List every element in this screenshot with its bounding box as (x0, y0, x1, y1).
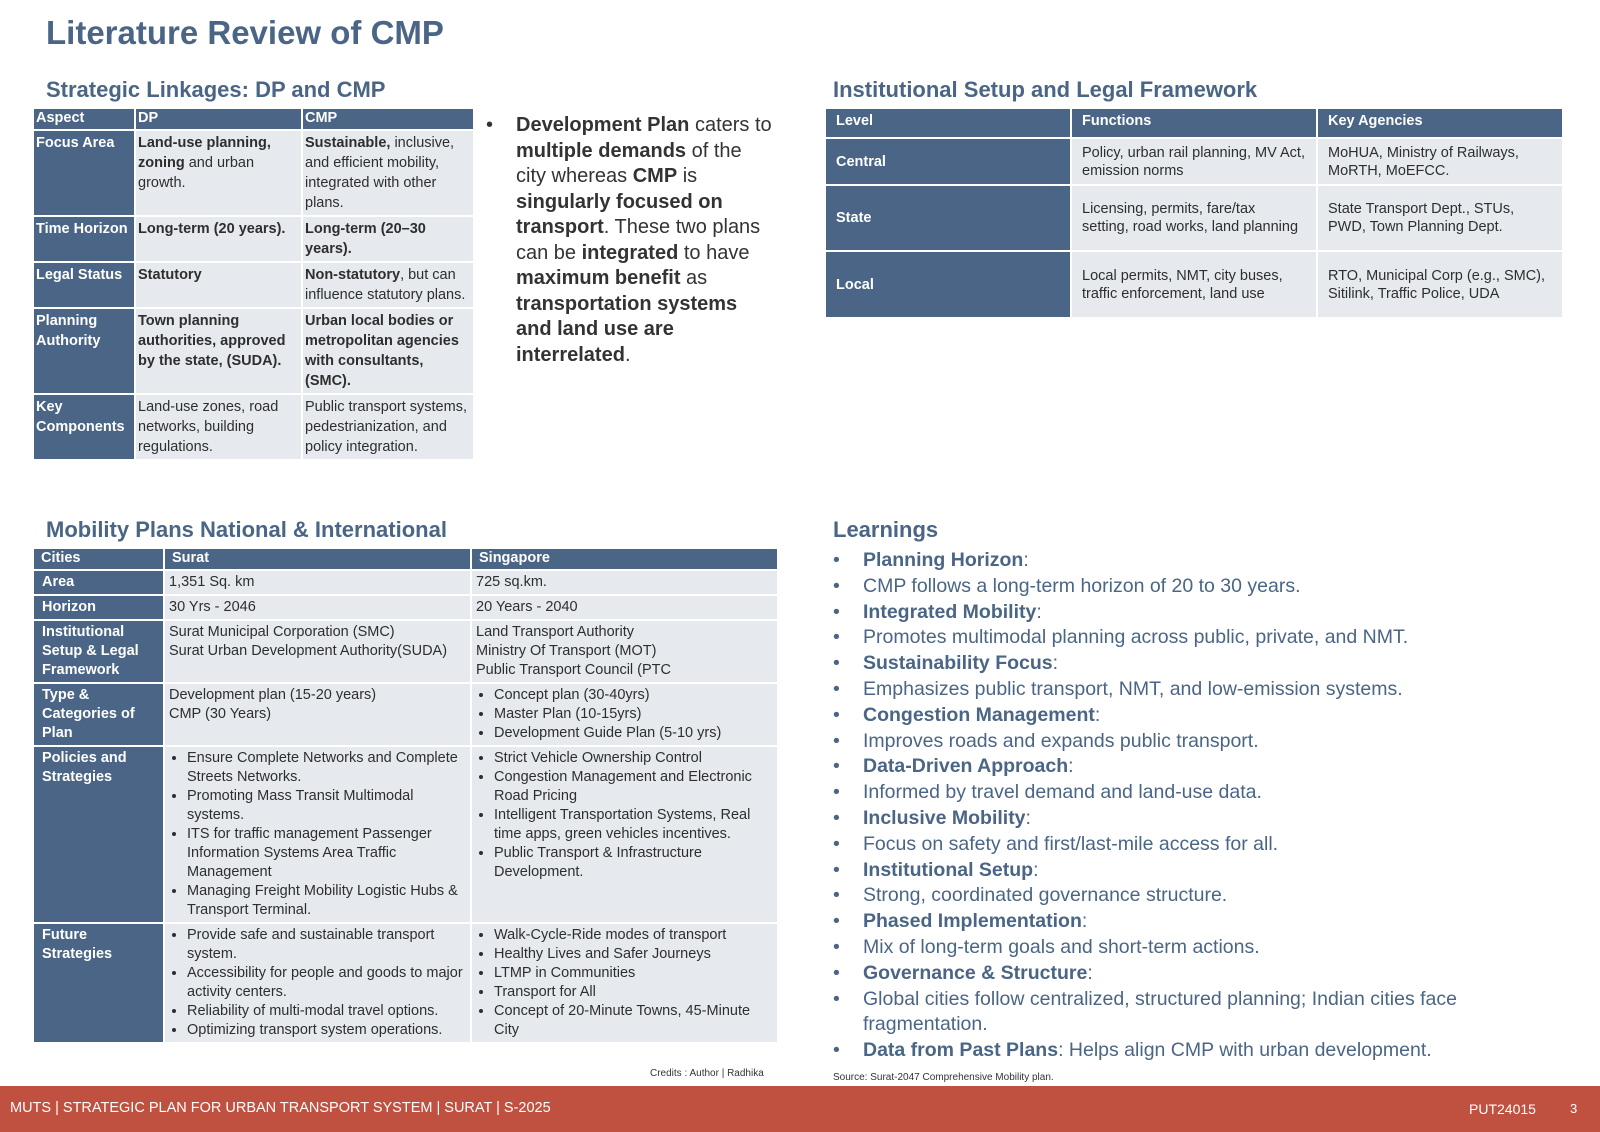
list-item: • Public Transport & Infrastructure Development. (494, 844, 773, 882)
learning-label: Planning Horizon (863, 549, 1024, 571)
table-row (34, 308, 474, 394)
linkages-header-cmp: CMP (302, 109, 474, 130)
bullet: • (833, 1039, 840, 1062)
singapore-cell (471, 595, 778, 620)
table-row (34, 746, 778, 923)
cmp-cell: Non-statutory, but can influence statutory plans. (302, 262, 474, 308)
table-row (34, 683, 778, 746)
cell-line: 30 Yrs - 2046 (169, 599, 256, 615)
linkages-header-dp: DP (135, 109, 302, 130)
learning-text: : (1052, 652, 1059, 675)
bullet: • (833, 884, 840, 907)
functions-cell: Licensing, permits, fare/tax setting, road works, land planning (1071, 185, 1317, 251)
level-cell: State (826, 185, 1071, 251)
list-item: • Healthy Lives and Safer Journeys (494, 945, 773, 964)
functions-cell: Local permits, NMT, city buses, traffic enforcement, land use (1071, 251, 1317, 317)
list-item (833, 651, 1553, 677)
city-aspect-cell: Institutional Setup & Legal Framework (34, 620, 164, 683)
statement-part: singularly focused on transport (516, 190, 723, 238)
learning-label: Governance & Structure (863, 961, 1088, 984)
learning-text: : (1081, 910, 1088, 933)
level-cell: Local (826, 251, 1071, 317)
list-item (833, 548, 1553, 574)
dp-statement-text (516, 113, 776, 368)
list-item (833, 625, 1553, 651)
list-item (833, 1038, 1553, 1064)
list-item: • Intelligent Transportation Systems, Real time apps, green vehicles incentives. (494, 806, 773, 844)
learning-text: : (1036, 600, 1042, 623)
cell-line: Surat Municipal Corporation (SMC) (169, 624, 395, 640)
learning-text: : (1068, 755, 1074, 778)
mobility-header-surat: Surat (164, 549, 471, 570)
city-aspect-cell: Type & Categories of Plan (34, 683, 164, 746)
table-row (34, 620, 778, 683)
list-item: • LTMP in Communities (494, 964, 773, 983)
surat-cell (164, 570, 471, 595)
learning-text: : (1087, 961, 1093, 984)
singapore-cell (471, 620, 778, 683)
footer-code: PUT24015 (1469, 1101, 1536, 1117)
list-item: • Congestion Management and Electronic Road Pricing (494, 768, 773, 806)
bold-text: Long-term (20 years). (138, 221, 286, 237)
surat-cell (164, 620, 471, 683)
bullet: • (833, 935, 840, 958)
page-number: 3 (1570, 1101, 1578, 1116)
inst-header-functions: Functions (1071, 109, 1317, 138)
learning-label: Data from Past Plans (863, 1039, 1059, 1062)
list-item (833, 780, 1553, 806)
list-item: • ITS for traffic management Passenger Information Systems Area Traffic Management (187, 825, 466, 882)
bullet: • (833, 987, 840, 1010)
cell-line: Land Transport Authority (476, 624, 634, 640)
statement-part: to have (678, 241, 750, 264)
list-item (833, 935, 1553, 961)
cell-line: 1,351 Sq. km (169, 574, 255, 590)
list-item (833, 806, 1553, 832)
mobility-table (34, 549, 779, 1042)
bullet: • (833, 549, 840, 571)
learnings-heading: Learnings (833, 517, 939, 542)
statement-part: integrated (581, 241, 679, 264)
bold-text: Town planning authorities, approved by the state, (SUDA). (138, 313, 286, 369)
inst-header-agencies: Key Agencies (1317, 109, 1563, 138)
table-row (826, 138, 1563, 185)
bullet: • (833, 677, 840, 700)
table-row (826, 185, 1563, 251)
list-item: • Reliability of multi-modal travel options. (187, 1002, 466, 1021)
learning-text: Strong, coordinated governance structure. (863, 884, 1228, 907)
credits: Credits : Author | Radhika (650, 1068, 764, 1079)
bold-text: Non-statutory (305, 267, 401, 283)
learning-text: : Helps align CMP with urban development. (1058, 1039, 1432, 1062)
bullet: • (833, 626, 840, 649)
statement-part: . (624, 343, 631, 366)
statement-part: multiple demands (516, 139, 687, 162)
statement-part: . These two plans can be (516, 216, 761, 264)
list-item: • Provide safe and sustainable transport system. (187, 926, 466, 964)
list-item: • Concept of 20-Minute Towns, 45-Minute City (494, 1002, 773, 1040)
cmp-cell (302, 308, 474, 394)
list-item: • Managing Freight Mobility Logistic Hubs & Transport Terminal. (187, 882, 466, 920)
surat-cell (164, 746, 471, 923)
table-row (34, 595, 778, 620)
bold-text: Land-use planning, zoning (138, 135, 271, 171)
learning-text: : (1033, 858, 1039, 881)
list-item: • Transport for All (494, 983, 773, 1002)
surat-cell (164, 595, 471, 620)
learning-text: Improves roads and expands public transport. (863, 729, 1259, 752)
surat-cell (164, 683, 471, 746)
table-row (34, 394, 474, 459)
list-item (833, 574, 1553, 600)
list-item (833, 703, 1553, 729)
bullet: • (833, 858, 840, 881)
learning-text: : (1094, 703, 1101, 726)
bullet: • (833, 729, 840, 752)
learnings-list (833, 548, 1553, 1064)
learning-text: Promotes multimodal planning across public, private, and NMT. (863, 626, 1409, 649)
bullet: • (486, 114, 494, 136)
list-item: • Strict Vehicle Ownership Control (494, 749, 773, 768)
mobility-header-singapore: Singapore (471, 549, 778, 570)
table-row (34, 262, 474, 308)
statement-part: transportation systems and land use are interrelated (516, 292, 738, 366)
city-aspect-cell: Area (34, 570, 164, 595)
aspect-cell: Planning Authority (34, 308, 135, 394)
bullet: • (833, 703, 840, 726)
learning-text: Focus on safety and first/last-mile access for all. (863, 832, 1279, 855)
footer-title: MUTS | STRATEGIC PLAN FOR URBAN TRANSPORT SYSTEM | SURAT | S-2025 (10, 1100, 551, 1116)
bullet: • (833, 832, 840, 855)
city-aspect-cell: Future Strategies (34, 923, 164, 1042)
list-item (833, 600, 1553, 626)
list-item: • Development Guide Plan (5-10 yrs) (494, 724, 773, 743)
statement-part: CMP (632, 165, 678, 187)
learning-label: Congestion Management (863, 703, 1095, 726)
city-aspect-cell: Policies and Strategies (34, 746, 164, 923)
learning-label: Inclusive Mobility (863, 806, 1026, 829)
list-item: • Master Plan (10-15yrs) (494, 705, 773, 724)
bold-text: Urban local bodies or metropolitan agencies with consultants, (SMC). (305, 313, 459, 389)
bullet: • (833, 574, 840, 597)
city-aspect-cell: Horizon (34, 595, 164, 620)
list-item: • Accessibility for people and goods to major activity centers. (187, 964, 466, 1002)
cell-line: Ministry Of Transport (MOT) (476, 643, 657, 659)
cmp-cell: Public transport systems, pedestrianization, and policy integration. (302, 394, 474, 459)
inst-header-level: Level (826, 109, 1071, 138)
list-item (833, 909, 1553, 935)
dp-cell: Land-use planning, zoning and urban growth. (135, 130, 302, 216)
learning-label: Sustainability Focus (863, 652, 1053, 675)
list-item (833, 883, 1553, 909)
dp-cell: Land-use zones, road networks, building regulations. (135, 394, 302, 459)
footer-bar (0, 1086, 1600, 1132)
agencies-cell: RTO, Municipal Corp (e.g., SMC), Sitilink, Traffic Police, UDA (1317, 251, 1563, 317)
learning-text: : (1025, 806, 1031, 829)
learning-text: Mix of long-term goals and short-term actions. (863, 935, 1260, 958)
table-row (826, 251, 1563, 317)
bold-text: Long-term (20–30 years). (305, 221, 426, 257)
bullet: • (833, 652, 840, 675)
table-row (34, 130, 474, 216)
bullet: • (833, 961, 840, 984)
bullet: • (833, 910, 840, 933)
aspect-cell: Focus Area (34, 130, 135, 216)
list-item: • Optimizing transport system operations. (187, 1021, 466, 1040)
dp-cell (135, 262, 302, 308)
learning-label: Institutional Setup (863, 858, 1034, 881)
bullet: • (833, 600, 840, 623)
singapore-cell (471, 570, 778, 595)
statement-part: caters to (689, 114, 772, 136)
cmp-cell (302, 216, 474, 262)
page-title: Literature Review of CMP (46, 14, 444, 51)
learning-text: Emphasizes public transport, NMT, and low-emission systems. (863, 677, 1403, 700)
table-row (34, 570, 778, 595)
institutional-heading: Institutional Setup and Legal Framework (833, 77, 1258, 102)
singapore-cell (471, 746, 778, 923)
singapore-cell (471, 683, 778, 746)
learning-text: : (1023, 549, 1029, 571)
bullet: • (833, 781, 840, 804)
cell-line: Development plan (15-20 years) (169, 687, 377, 703)
linkages-header-aspect: Aspect (34, 109, 135, 130)
learning-label: Data-Driven Approach (863, 755, 1069, 778)
aspect-cell: Time Horizon (34, 216, 135, 262)
bullet: • (833, 806, 840, 829)
statement-part: of the city whereas (516, 139, 742, 187)
aspect-cell: Key Components (34, 394, 135, 459)
statement-part: is (677, 165, 698, 187)
list-item (833, 729, 1553, 755)
aspect-cell: Legal Status (34, 262, 135, 308)
agencies-cell: MoHUA, Ministry of Railways, MoRTH, MoEFCC. (1317, 138, 1563, 185)
learning-label: Integrated Mobility (863, 600, 1037, 623)
table-row (34, 923, 778, 1042)
list-item: • Walk-Cycle-Ride modes of transport (494, 926, 773, 945)
statement-part: maximum benefit (516, 267, 681, 289)
list-item (833, 832, 1553, 858)
list-item: • Concept plan (30-40yrs) (494, 686, 773, 705)
linkages-heading: Strategic Linkages: DP and CMP (46, 77, 386, 102)
bold-text: Sustainable, (305, 135, 391, 151)
level-cell: Central (826, 138, 1071, 185)
learning-text: CMP follows a long-term horizon of 20 to 30 years. (863, 574, 1301, 597)
learning-label: Phased Implementation (863, 910, 1082, 933)
dp-cell (135, 216, 302, 262)
statement-part: as (680, 267, 708, 289)
bullet: • (833, 755, 840, 778)
cmp-cell: Sustainable, inclusive, and efficient mobility, integrated with other plans. (302, 130, 474, 216)
bold-text: Statutory (138, 267, 202, 283)
cell-line: Public Transport Council (PTC (476, 662, 672, 678)
list-item (833, 858, 1553, 884)
functions-cell: Policy, urban rail planning, MV Act, emission norms (1071, 138, 1317, 185)
mobility-header-cities: Cities (34, 549, 164, 570)
source-note: Source: Surat-2047 Comprehensive Mobility plan. (833, 1072, 1054, 1083)
mobility-heading: Mobility Plans National & International (46, 517, 447, 542)
list-item (833, 961, 1553, 987)
learning-text: Global cities follow centralized, structured planning; Indian cities face fragmentation. (863, 987, 1457, 1036)
institutional-table (826, 109, 1564, 317)
statement-part: Development Plan (516, 114, 690, 136)
surat-cell (164, 923, 471, 1042)
list-item (833, 677, 1553, 703)
singapore-cell (471, 923, 778, 1042)
linkages-table (34, 109, 475, 459)
cell-line: 725 sq.km. (476, 574, 547, 590)
cell-line: 20 Years - 2040 (476, 599, 578, 615)
dp-cmp-statement (486, 113, 776, 368)
cell-line: Surat Urban Development Authority(SUDA) (169, 643, 448, 659)
dp-cell (135, 308, 302, 394)
list-item (833, 987, 1553, 1039)
list-item: • Promoting Mass Transit Multimodal systems. (187, 787, 466, 825)
list-item (833, 754, 1553, 780)
cell-line: CMP (30 Years) (169, 706, 272, 722)
learning-text: Informed by travel demand and land-use data. (863, 781, 1262, 804)
list-item: • Ensure Complete Networks and Complete Streets Networks. (187, 749, 466, 787)
agencies-cell: State Transport Dept., STUs, PWD, Town Planning Dept. (1317, 185, 1563, 251)
table-row (34, 216, 474, 262)
